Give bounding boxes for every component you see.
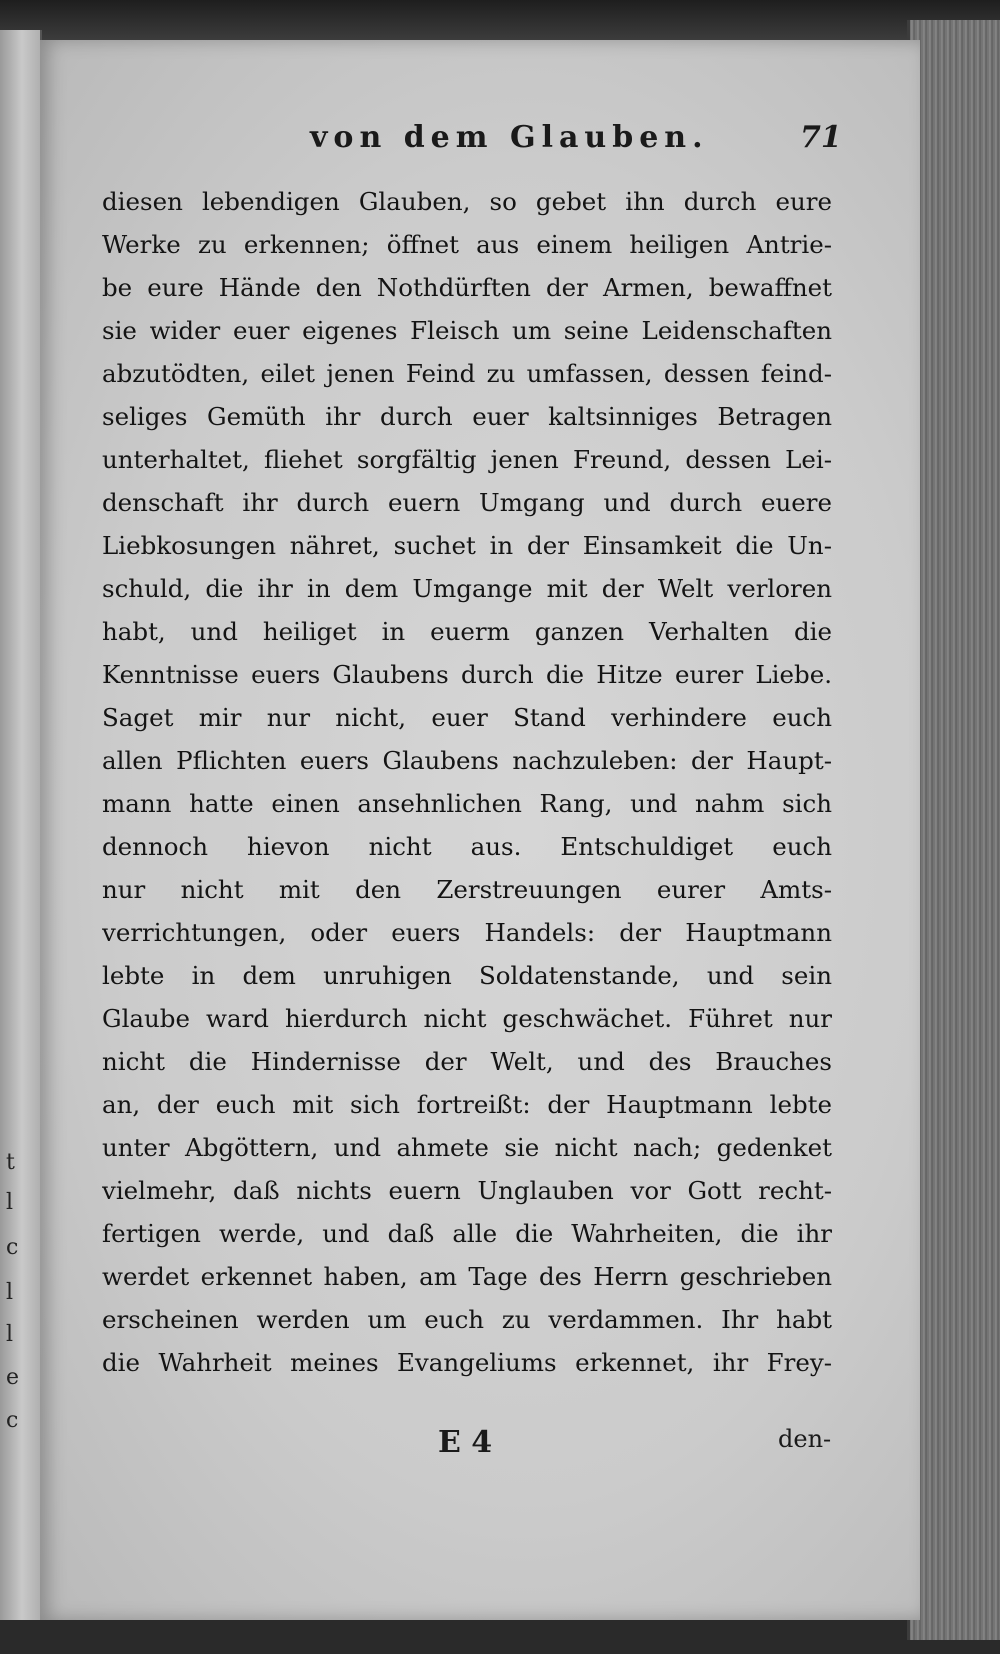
- text-line: abzutödten, eilet jenen Feind zu umfassen, dessen feind-: [102, 359, 832, 388]
- text-line: lebte in dem unruhigen Soldatenstande, und sein: [102, 961, 832, 990]
- facing-page-fragment: l: [6, 1280, 14, 1305]
- text-line: vielmehr, daß nichts euern Unglauben vor Gott recht-: [102, 1176, 832, 1205]
- text-line: sie wider euer eigenes Fleisch um seine Leidenschaften: [102, 316, 832, 345]
- signature-mark: E 4: [438, 1425, 493, 1460]
- text-line: mann hatte einen ansehnlichen Rang, und nahm sich: [102, 789, 832, 818]
- book-page: [40, 40, 920, 1620]
- text-line: denschaft ihr durch euern Umgang und durch euere: [102, 488, 832, 517]
- text-line: allen Pflichten euers Glaubens nachzuleben: der Haupt-: [102, 746, 832, 775]
- running-head: [40, 120, 920, 160]
- text-line: erscheinen werden um euch zu verdammen. Ihr habt: [102, 1305, 832, 1334]
- body-text: [102, 180, 832, 1384]
- page-footer: [40, 1425, 920, 1465]
- text-line: an, der euch mit sich fortreißt: der Hauptmann lebte: [102, 1090, 832, 1119]
- facing-page-fragment: c: [6, 1235, 19, 1260]
- text-block-fore-edge: [907, 20, 1000, 1640]
- text-line: Kenntnisse euers Glaubens durch die Hitze eurer Liebe.: [102, 660, 832, 689]
- text-line: Saget mir nur nicht, euer Stand verhindere euch: [102, 703, 832, 732]
- text-line: diesen lebendigen Glauben, so gebet ihn durch eure: [102, 187, 832, 216]
- facing-page-fragment: e: [6, 1365, 20, 1390]
- facing-page-fragment: t: [6, 1150, 15, 1175]
- text-line: seliges Gemüth ihr durch euer kaltsinniges Betragen: [102, 402, 832, 431]
- facing-page-fragment: c: [6, 1408, 19, 1433]
- text-line: schuld, die ihr in dem Umgange mit der Welt verloren: [102, 574, 832, 603]
- facing-page-fragment: l: [6, 1322, 14, 1347]
- text-line: verrichtungen, oder euers Handels: der Hauptmann: [102, 918, 832, 947]
- text-line: unterhaltet, fliehet sorgfältig jenen Freund, dessen Lei-: [102, 445, 832, 474]
- text-line: nur nicht mit den Zerstreuungen eurer Amts-: [102, 875, 832, 904]
- text-line: nicht die Hindernisse der Welt, und des Brauches: [102, 1047, 832, 1076]
- running-head-title: von dem Glauben.: [310, 120, 709, 155]
- text-line: Werke zu erkennen; öffnet aus einem heiligen Antrie-: [102, 230, 832, 259]
- text-line: Glaube ward hierdurch nicht geschwächet. Führet nur: [102, 1004, 832, 1033]
- text-line: werdet erkennet haben, am Tage des Herrn geschrieben: [102, 1262, 832, 1291]
- page-number: 71: [800, 120, 842, 155]
- facing-page-fragment: l: [6, 1190, 14, 1215]
- catchword: den-: [778, 1425, 832, 1453]
- facing-page-edge: [0, 30, 42, 1620]
- text-line: fertigen werde, und daß alle die Wahrheiten, die ihr: [102, 1219, 832, 1248]
- text-line: be eure Hände den Nothdürften der Armen, bewaffnet: [102, 273, 832, 302]
- text-line: Liebkosungen nähret, suchet in der Einsamkeit die Un-: [102, 531, 832, 560]
- text-line: habt, und heiliget in euerm ganzen Verhalten die: [102, 617, 832, 646]
- text-line: unter Abgöttern, und ahmete sie nicht nach; gedenket: [102, 1133, 832, 1162]
- text-line: dennoch hievon nicht aus. Entschuldiget euch: [102, 832, 832, 861]
- text-line: die Wahrheit meines Evangeliums erkennet, ihr Frey-: [102, 1348, 832, 1377]
- top-shadow: [0, 0, 1000, 40]
